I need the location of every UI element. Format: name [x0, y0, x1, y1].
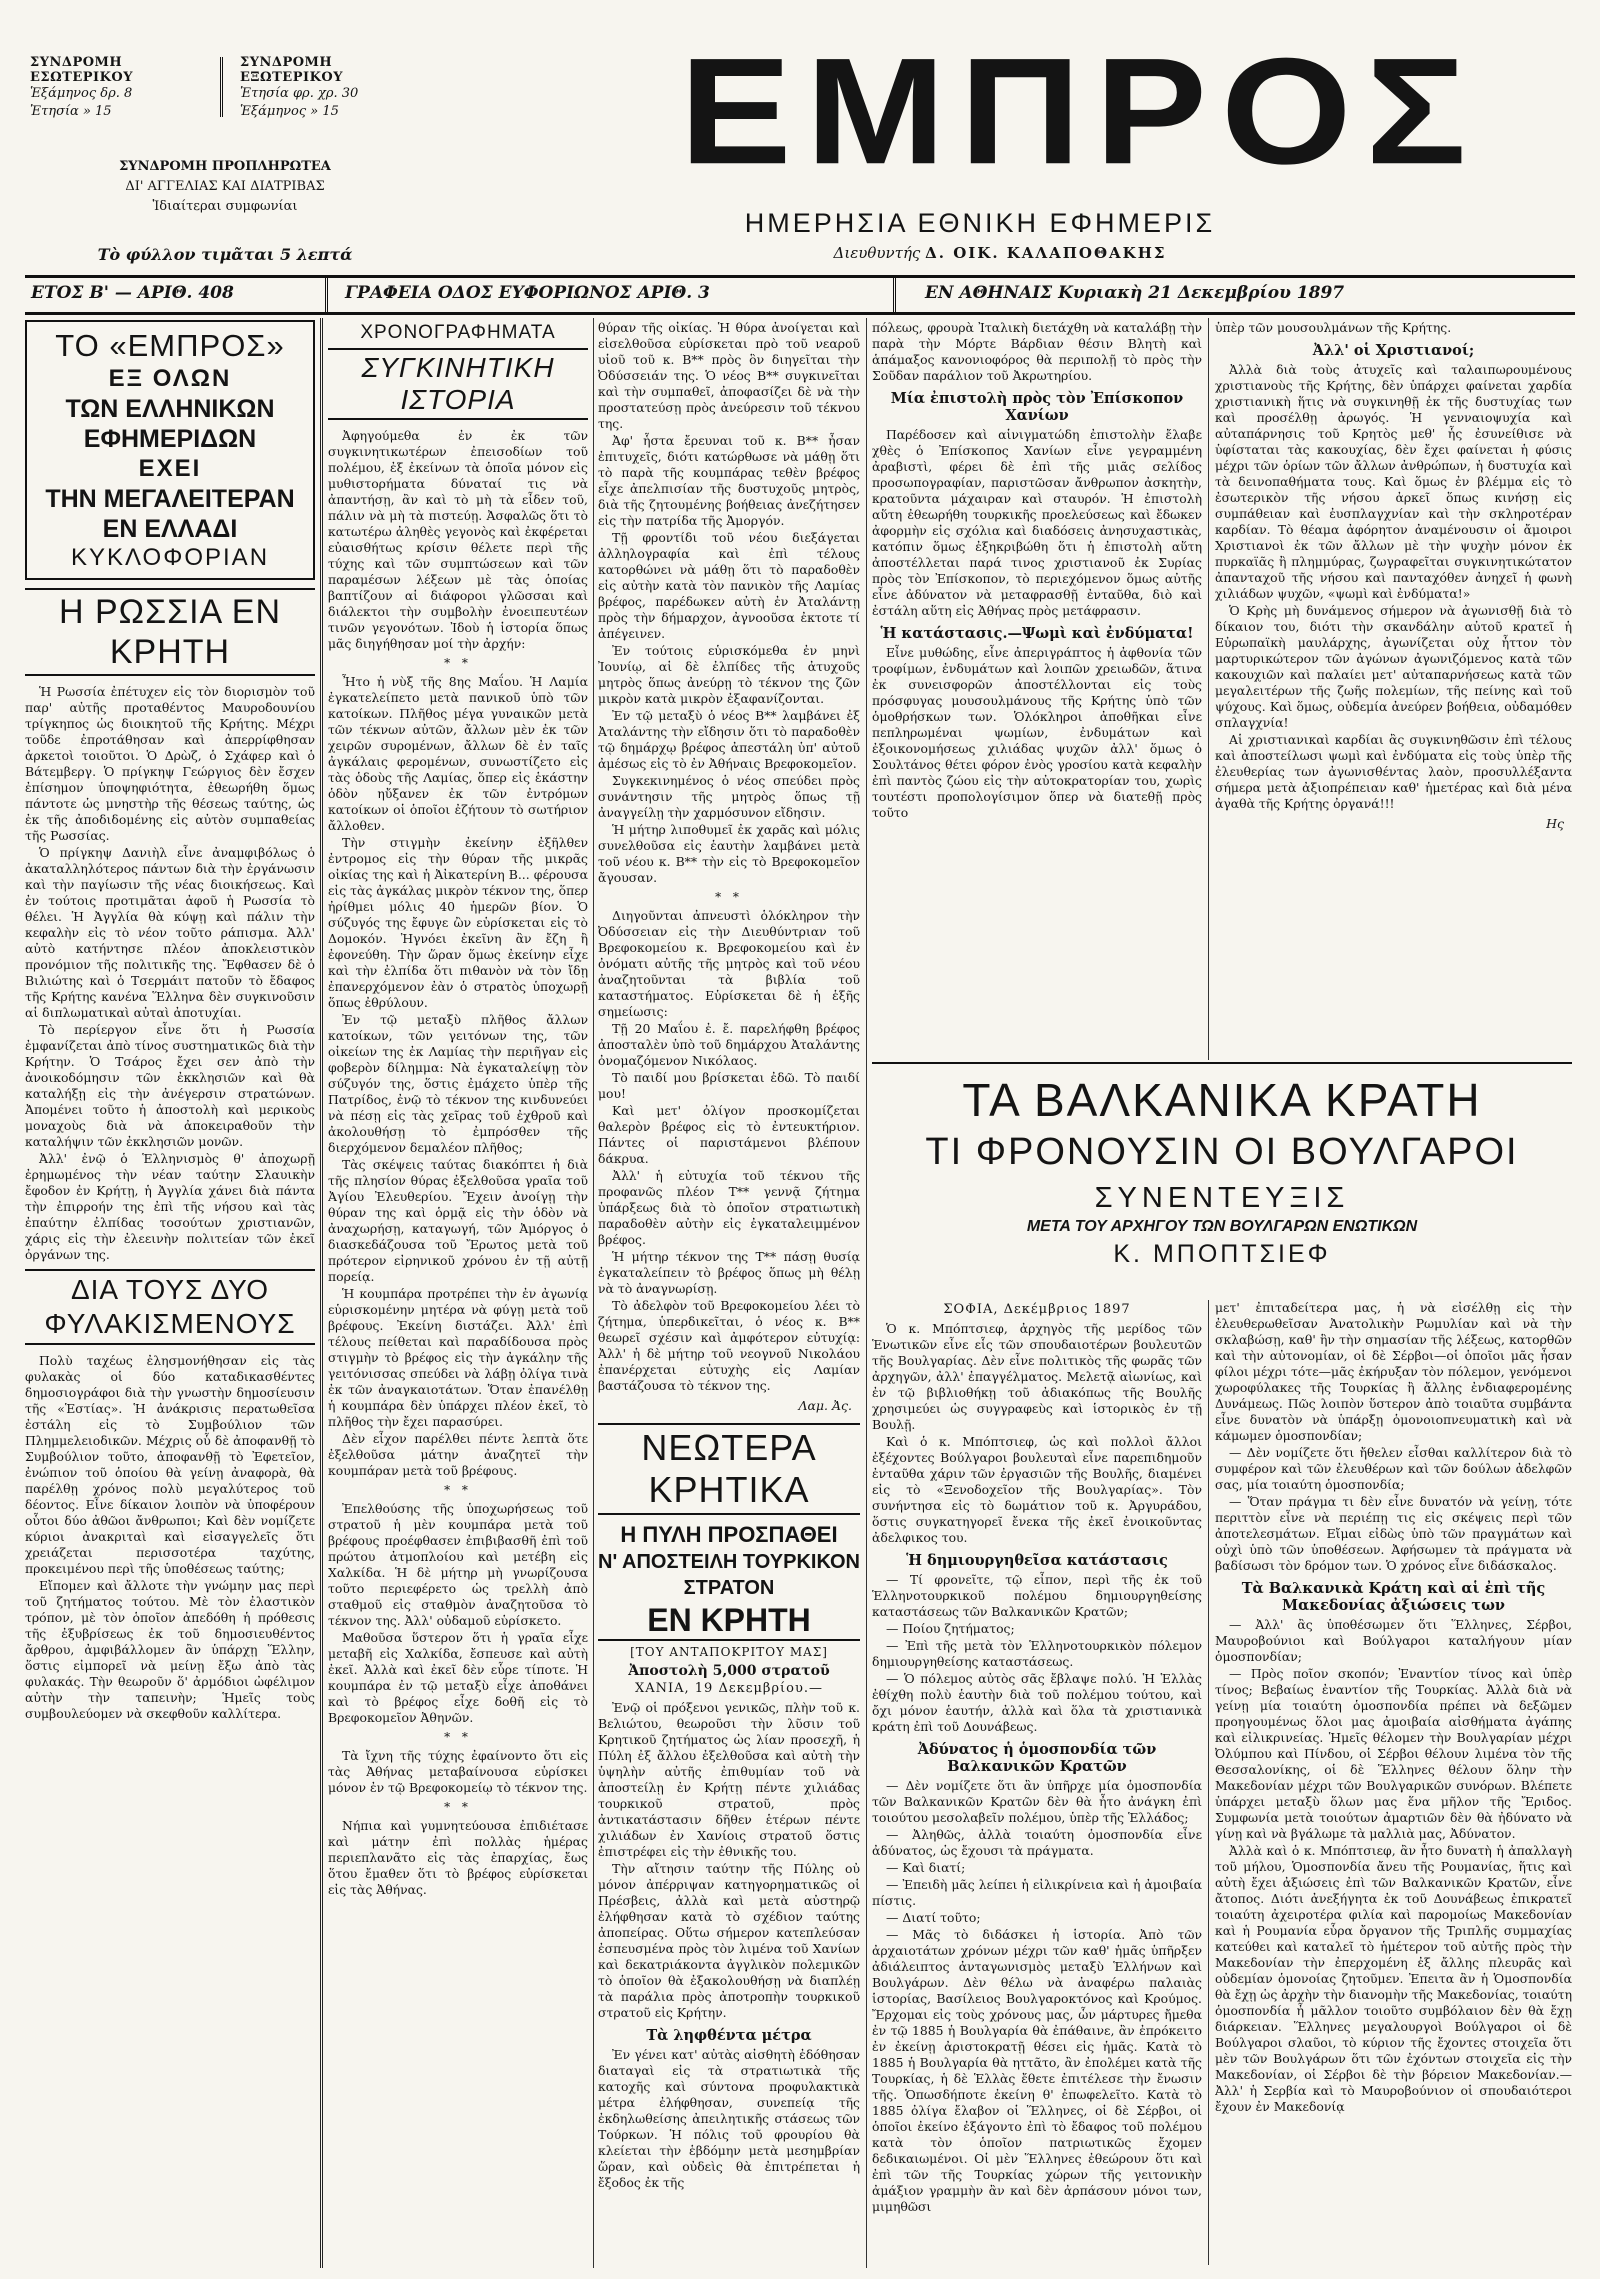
headline-two-prisoners: ΔΙΑ ΤΟΥΣ ΔΥΟ ΦΥΛΑΚΙΣΜΕΝΟΥΣ [25, 1269, 315, 1345]
paragraph: Ἀφηγούμεθα ἐν ἐκ τῶν συγκινητικωτέρων ἐπεισοδίων τοῦ πολέμου, ἐξ ἐκείνων τὰ ὁποῖα μόνον εἰς μυθιστορήματα δύναταί τις νὰ ἀπαντήσῃ, ἂν καὶ τὸ μὴ τὰ εἶδεν τοῦ, πάλιν νὰ μὴ τὰ πιστεύῃ. Ἀσφαλῶς ὅτι τὸ κατωτέρω ἀληθὲς γεγονὸς καὶ ἐκφέρεται εὐαισθήτως κρίσιν θέλετε περὶ τῆς τύχης καὶ τῶν συμπτώσεων καὶ τῶν παραμέσων λέξεων μὲ τὰς ὁποίας βαπτίζουν αἱ διάφοροι γλῶσσαι καὶ διάλεκτοι τὴν συμβολὴν ἐνοειπευτέων τινῶν γεγονότων. Ἰδοὺ ἡ ἱστορία ὅπως μᾶς διηγήθησαν μοί τὴν ἀρχήν: [328, 428, 588, 651]
foreign-row: Ἐτησία φρ. χρ. 30 [240, 86, 359, 101]
signature: Λαμ. Ἀς. [798, 1398, 852, 1413]
paragraph: — Τί φρονεῖτε, τῷ εἶπον, περὶ τῆς ἐκ τοῦ Ἑλληνοτουρκικοῦ πολέμου δημιουργηθείσης καταστάσεως τῶν Βαλκανικῶν Κρατῶν; [872, 1572, 1202, 1619]
paragraph: — Ποίου ζητήματος; [886, 1621, 1015, 1636]
paragraph: Τὴν στιγμὴν ἐκείνην ἐξῆλθεν ἐντρομος εἰς τὴν θύραν τῆς μικρᾶς οἰκίας της καὶ ἡ Ἀἰκατερίνη Β... φέρουσα εἰς τὰς ἀγκάλας μικρὸν τέκνον της, ὅπερ ἠρίθμει μόλις 40 ἡμερῶν βίον. Ὁ σύζυγός της ἔφυγε ὢν εὑρίσκεται εἰς τὸ Δομοκόν. Ἠγνόει ἐκεῖνη ἂν ἔζη ἢ ἐφονεύθη. Τὴν ὥραν ὅμως ἐκείνην εἶχε καὶ τὴν ἐλπίδα ὅτι πιθανὸν νὰ τὸν ἴδῃ ἐπανερχόμενον ἐὰν ὁ στρατὸς ὑποχωρῇ ὅπως ἐθρύλουν. [328, 835, 588, 1010]
paragraph: μετ' ἐπιταδείτερα μας, ἡ νὰ εἰσέλθῃ εἰς τὴν ἐλευθερωθεῖσαν Ἀνατολικὴν Ρωμυλίαν καὶ νὰ τὴν σκλαβώσῃ, καθ' ἣν τὴν σημασίαν τῆς λέξεως, κατορθῶν καὶ τὴν αὐτονομίαν, οἱ δὲ Σέρβοι—οἱ ὁποῖοι μᾶς ἦσαν φίλοι μέχρι τότε—μᾶς ἐκήρυξαν τὸν πόλεμον, γενόμενοι χωροφύλακες τῆς Τουρκίας ἢ ἄλλης ἐνδιαφερομένης Δυνάμεως. Πῶς λοιπὸν ὕστερον ἀπὸ τοιαῦτα συμβάντα εἶνε δυνατὸν νὰ ὑπάρξῃ ὁμονοιοπνευματικὴ καὶ νὰ κάμωμεν ὁμοσπονδίαν; [1215, 1300, 1572, 1443]
dateline: ΣΟΦΙΑ, Δεκέμβριος 1897 [943, 1302, 1131, 1317]
paragraph: — Καὶ διατί; [886, 1860, 966, 1875]
headline-boptsief: Κ. ΜΠΟΠΤΣΙΕΦ [1113, 1240, 1331, 1268]
paragraph: Ἀλλὰ καὶ ὁ κ. Μπόπτσιεφ, ἂν ἦτο δυνατὴ ἡ ἀπαλλαγὴ τοῦ μήλου, Ὁμοσπονδία ἄνευ τῆς Ρουμανίας, ἥτις καὶ αὐτὴ ἔχει ἀξιώσεις ἐπὶ τῶν Βαλκανικῶν Κρατῶν, εἶνε ἄτοπος. Διότι ἀνεξήγητα ἐκ τοῦ Δουνάβεως ἐπικρατεῖ τοιαύτη ἀχειροτέρα φιλία καὶ παρομοίως Μακεδονίαν καὶ ἡ Ρουμανία εὗρα ὄργανον τῆς Τριπλῆς συμμαχίας κατεύθει καὶ καταλεῖ τὸ ἡμέτερον τοῦ αὐτῆς πρὸς τὴν Μακεδονίαν τὴν ἐπερχομένη ἐξ ἄλλης πλευρᾶς καὶ οὐδεμίαν ὁμονοίας ζητοῦμεν. Ἐπειτα ἂν ἡ Ὁμοσπονδία θὰ ἔχῃ ὡς ἀρχὴν τὴν διανομὴν τῆς Μακεδονίας, τοιαύτη ὁμοσπονδία ἦ μᾶλλον τοιοῦτο συμβόλαιον δὲν θὰ ἔχῃ διάρκειαν. Ἕλληνες μεγαλουργοὶ Βούλγαροι οἱ δὲ Βούλγαροι σλαῦοι, τὸ κύριον τῆς ἔχοντες στοιχεῖα ὅτι μὲν τῶν Βουλγάρων ὅτι τῶν ἐχόντων στοιχεῖα εἰς τὴν Μακεδονίαν, οἱ Σέρβοι δὲ τὴν βόρειον Μακεδονίαν.— Ἀλλ' ἡ Σερβία καὶ τὸ Μαυροβούνιον οἱ σπουδαιότεροι ἔχουν ἐν Μακεδονίᾳ [1215, 1843, 1572, 2114]
paragraph: Ἀλλ' ἐνῷ ὁ Ἑλληνισμὸς θ' ἀποχωρῇ ἐρημωμένος τὴν νέαν ταύτην Σλαυικὴν ἔφοδον ἐν Κρήτῃ, ἡ Ἀγγλία χάνει διὰ πάντα τὴν ἐπιρροήν της ἐπὶ τῆς νήσου καὶ τὰς ἐπαύτην ἐλπίδας τοσούτων χριστιανῶν, χάρις εἰς τὴν ἐλεεινὴν πολιτείαν τῶν ἐκεῖ ὀργάνων της. [25, 1151, 315, 1262]
signature: Ης [1546, 816, 1564, 831]
paragraph: Ὁ κ. Μπόπτσιεφ, ἀρχηγὸς τῆς μερίδος τῶν Ἑνωτικῶν εἶνε εἷς τῶν σπουδαιοτέρων βουλευτῶν τῆς Βουλγαρίας. Δὲν εἶνε πολιτικὸς τῆς φωρᾶς τῶν ἀρχηγῶν, ἀλλ' ἐπαγγέλματος. Μελετᾷ αἰωνίως, καὶ ἐν τῷ βιβλιοθήκῃ τοῦ ἀδιακόπως τῆς Βουλῆς χρησιμεύει ὡς συγγραφεὺς καὶ ἱστορικὸς ἐν τῇ Βουλῇ. [872, 1321, 1202, 1432]
issue-number: ΕΤΟΣ Β' — ΑΡΙΘ. 408 [31, 283, 234, 303]
domestic-subscription-title: ΣΥΝΔΡΟΜΗ ΕΣΩΤΕΡΙΚΟΥ [30, 55, 134, 85]
paragraph: Τὸ ἀδελφὸν τοῦ Βρεφοκομείου λέει τὸ ζήτημα, ὑπερδικεῖται, ὁ νέος κ. Β** θεωρεῖ σχέσιν καὶ ἀμφότερον εὐτυχίᾳ: Ἀλλ' ἡ δὲ μήτηρ τοῦ νεογνοῦ Νικολάου ἐπανέρχεται εὐτυχὴς εἰς Λαμίαν βαστάζουσα τὸ τέκνον της. [598, 1298, 860, 1393]
subhead: Τὰ Βαλκανικὰ Κράτη καὶ αἱ ἐπὶ τῆς Μακεδονίας ἀξιώσεις των [1241, 1580, 1546, 1614]
paragraph: — Ἀληθῶς, ἀλλὰ τοιαύτη ὁμοσπονδία εἶνε ἀδύνατος, ὡς ἔχουσι τὰ πράγματα. [872, 1827, 1202, 1858]
domestic-row: Ἑξάμηνος δρ. 8 [30, 86, 133, 101]
foreign-subscription [240, 55, 420, 121]
issue-info-bar [25, 275, 1575, 315]
paragraph: Πολὺ ταχέως ἐλησμονήθησαν εἰς τὰς φυλακὰς οἱ δύο καταδικασθέντες δημοσιογράφοι διὰ τὴν γνωστὴν δημοσίευσιν τῆς «Ἑστίας». Ἡ ἀνάκρισις περατωθεῖσα ἐστάλη εἰς τὸ Συμβούλιον τῶν Πλημμελειοδικῶν. Μέχρις οὗ δὲ ἀποφανθῇ τὸ Συμβούλιον τοῦτο, ἀποφανθῇ τὸ Ἐφετεῖον, ἐνώπιον τοῦ ὁποίου θὰ γείνῃ ἀναφορὰ, θὰ παρέλθῃ χρόνος πολὺ μεγαλύτερος τοῦ δέοντος. Εἶνε δίκαιον λοιπὸν νὰ ὑποφέρουν οὗτοι δύο ἀθῶοι ἄνθρωποι; Καὶ δὲν νομίζετε κύριοι ἀνακριταὶ καὶ εἰσαγγελεῖς ὅτι χρειάζεται περισσοτέρα ταχύτης, προκειμένου περὶ τῆς ὑποθέσεως ταύτης; [25, 1353, 315, 1576]
paragraph: Διηγοῦνται ἀπνευστὶ ὁλόκληρον τὴν Ὀδύσσειαν εἰς τὴν Διευθύντριαν τοῦ Βρεφοκομείου κ. Βρεφοκομείου καὶ ἐν ὀνόματι αὐτῆς τῆς μητρὸς καὶ τοῦ νέου ἀναζητοῦνται τὰ βιβλία τοῦ καταστήματος. Εὑρίσκεται δὲ ἡ ἑξῆς σημείωσις: [598, 908, 860, 1019]
banner-line: ΤΗΝ ΜΕΓΑΛΕΙΤΕΡΑΝ ΕΝ ΕΛΛΑΔΙ [45, 485, 295, 543]
paragraph: Τὰς σκέψεις ταύτας διακόπτει ἡ διὰ τῆς πλησίον θύρας ἐξελθοῦσα γραῖα τοῦ Ἀγίου Ἐλευθερίου. Ἔχειν ἀνοίγῃ τὴν θύραν της καὶ ὁρμᾷ εἰς τὴν ὁδὸν νὰ ἀναχωρήσῃ, καταγωγή, τῶν Ἀμόργος ὁ διασκεδάζουσα τοῦ Ἔρωτος μετὰ τοῦ πρότερον εἰρηνικοῦ χρόνου ἐν τῇ αὐτῇ πορείᾳ. [328, 1157, 588, 1284]
paragraph: — Διατί τοῦτο; [886, 1910, 981, 1925]
paragraph: Τὴν αἴτησιν ταύτην τῆς Πύλης οὐ μόνον ἀπέρριψαν κατηγορηματικῶς οἱ Πρέσβεις, ἀλλὰ καὶ μετὰ αὐστηρῷ ἐλήφθησαν κατὰ τὸ σχέδιον ταύτης ἀποπείρας. Οὕτω σήμερον κατεπλεύσαν ἐσπευσμένα πρὸς τὸν λιμένα τοῦ Χανίων καὶ δεκατριάκοντα ἀγγλικὸν πολεμικῶν τὸ ὁποῖον θὰ ἐξακολουθήσῃ νὰ διαπλέῃ τὰ παράλια πρὸς ἀποτροπὴν τουρκικοῦ στρατοῦ εἰς Κρήτην. [598, 1861, 860, 2020]
paragraph: Εἶνε μυθώδης, εἶνε ἀπεριγράπτος ἡ ἀφθονία τῶν τροφίμων, ἐνδυμάτων καὶ λοιπῶν χρειωδῶν, ἅτινα ἐκ συνεισφορῶν ἀποστέλλονται εἰς τοὺς πρόσφυγας μουσουλμάνους τῆς Κρήτης ὑπὸ τῶν ὁμοθρήσκων των. Ὁλόκληροι ἀποθῆκαι εἶνε πεπληρωμέναι ψωμίων, ἐνδυμάτων καὶ ἐξοικονομήσεως χιλιάδας ψυχῶν ἀλλ' ὅμως ὁ Σουλτάνος θέτει φόρον ἐνὸς γροσίου κατὰ κεφαλὴν ἐπὶ παντὸς ζώου εἰς τὴν αὐτοκρατορίαν του, χωρὶς τουτέστι προπολογίσιμον ὅπερ νὰ διατεθῇ πρὸς τοῦτο [872, 645, 1202, 820]
office-address: ΓΡΑΦΕΙΑ ΟΔΟΣ ΕΥΦΟΡΙΩΝΟΣ ΑΡΙΘ. 3 [345, 283, 710, 303]
masthead-divider [220, 57, 227, 117]
separator: * * [715, 890, 743, 904]
prepaid-line: Ἰδιαίτεραι συμφωνίαι [152, 199, 298, 214]
subhead: Ἀδύνατος ἡ ὁμοσπονδία τῶν Βαλκανικῶν Κρατῶν [917, 1741, 1157, 1775]
director-line [700, 244, 1300, 262]
column-rule [1208, 1300, 1209, 2265]
paragraph: Καὶ μετ' ὀλίγον προσκομίζεται θαλερὸν βρέφος εἰς τὸ ἐντευκτήριον. Πάντες οἱ παριστάμενοι βλέπουν δάκρυα. [598, 1103, 860, 1166]
domestic-row: Ἐτησία » 15 [30, 104, 112, 119]
paragraph: Αἱ χριστιανικαὶ καρδίαι ἂς συγκινηθῶσιν ἐπὶ τέλους καὶ ἀποστείλωσι ψωμὶ καὶ ἐνδύματα εἰς τοὺς ὑπὲρ τῆς ἐλευθερίας των ἀγωνισθέντας λαὸν, προσυλλέξαντα σήμερα μετὰ ἀξιοπρέπειαν καθ' ἡμετέρας καὶ διὰ μένα ἀγαθὰ τῆς Κρήτης ὀργανά!!! [1215, 732, 1572, 811]
headline-bulgarians: ΤΙ ΦΡΟΝΟΥΣΙΝ ΟΙ ΒΟΥΛΓΑΡΟΙ [925, 1131, 1519, 1173]
banner-line: ΕΞ ΟΛΩΝ [108, 365, 232, 392]
headline-interview: ΣΥΝΕΝΤΕΥΞΙΣ [1094, 1182, 1350, 1214]
paragraph: — Ἐπὶ τῆς μετὰ τὸν Ἑλληνοτουρκικὸν πόλεμον δημιουργηθείσης καταστάσεως. [872, 1638, 1202, 1669]
paragraph: Τὰ ἴχνη τῆς τύχης ἐφαίνοντο ὅτι εἰς τὰς Ἀθήνας μεταβαίνουσα εὑρίσκει μόνον ἐν τῷ Βρεφοκομείῳ τὸ τέκνον της. [328, 1748, 588, 1795]
paragraph: Ἐν τούτοις εὑρισκόμεθα ἐν μηνὶ Ἰουνίῳ, αἱ δὲ ἐλπίδες τῆς ἀτυχοῦς μητρὸς ὅπως ἀνεύρῃ τὸ τέκνον της ζῶν μικρὸν κατὰ μικρὸν ἐξαφανίζονται. [598, 643, 860, 706]
paragraph: Ἐν γένει κατ' αὐτὰς αἰσθητὴ ἐδόθησαν διαταγαὶ εἰς τὰ στρατιωτικὰ τῆς κατοχῆς καὶ σύντονα προφυλακτικὰ μέτρα ἐλήφθησαν, συνεπείᾳ τῆς ἐκδηλωθείσης ἀπειλητικῆς στάσεως τῶν Τούρκων. Ἡ πόλις τοῦ φρουρίου θὰ κλείεται τὴν ἑβδόμην μετὰ μεσημβρίαν ὥραν, καὶ οὐδεὶς θὰ ἐπιτρέπεται ἡ ἔξοδος ἐκ τῆς [598, 2047, 860, 2190]
banner-line: ΚΥΚΛΟΦΟΡΙΑΝ [70, 544, 270, 571]
circulation-banner [25, 320, 315, 580]
paragraph: Τῇ 20 Μαΐου ἐ. ἔ. παρελήφθη βρέφος ἀποσταλὲν ὑπὸ τοῦ δημάρχου Ἀταλάντης ὀνομαζόμενον Νικόλαος. [598, 1021, 860, 1068]
banner-line: ΤΟ «ΕΜΠΡΟΣ» [55, 328, 285, 363]
paragraph: πόλεως, φρουρὰ Ἰταλικὴ διετάχθη νὰ καταλάβῃ τὴν παρὰ τὴν Μόρτε Βάρδιαν θέσιν Βλητὴ καὶ ἁπάμαξος κανονιοφόρος θὰ περιπολῇ τὸ πρὸς τὴν Σοῦδαν παράλιον τοῦ Ἀκρωτηρίου. [872, 320, 1202, 383]
separator: * * [444, 1800, 472, 1814]
headline-russia-crete: Η ΡΩΣΣΙΑ ΕΝ ΚΡΗΤΗ [25, 588, 315, 676]
headline-with-leader: ΜΕΤΑ ΤΟΥ ΑΡΧΗΓΟΥ ΤΩΝ ΒΟΥΛΓΑΡΩΝ ΕΝΩΤΙΚΩΝ [1026, 1218, 1418, 1235]
subhead: Τὰ ληφθέντα μέτρα [646, 2027, 812, 2044]
column-4-bottom [872, 1300, 1202, 2265]
paragraph: — Ἀλλ' ἂς ὑποθέσωμεν ὅτι Ἕλληνες, Σέρβοι, Μαυροβούνιοι καὶ Βούλγαροι καταλήγουν μίαν ὁμοσπονδίαν; [1215, 1617, 1572, 1664]
subhead: Η ΠΥΛΗ ΠΡΟΣΠΑΘΕΙ [620, 1522, 838, 1547]
paragraph: — Ὅταν πράγμα τι δὲν εἶνε δυνατόν νὰ γείνῃ, τότε περιττὸν εἶνε νὰ περιέπῃ τις εἰς σκέψεις περὶ τῶν ἀποτελεσμάτων. Εἴμαι εἰδὼς ὑπὸ τῶν πραγμάτων καὶ οὐχὶ ὑπὸ τῶν ὑποθέσεων. Ἀφήσωμεν τὰ πράγματα νὰ βαδίσωσι τὸν δρόμον των. Ὁ χρόνος εἶνε διδάσκαλος. [1215, 1494, 1572, 1573]
separator: * * [444, 656, 472, 670]
column-3 [598, 320, 860, 2265]
info-separator [893, 278, 896, 312]
paragraph: — Πρὸς ποῖον σκοπόν; Ἐναντίον τίνος καὶ ὑπὲρ τίνος; Βεβαίως ἐναντίον τῆς Τουρκίας. Ἀλλὰ διὰ νὰ γείνῃ μία τοιαύτη ὁμοσπονδία πρέπει νὰ δεξῶμεν προηγουμένως ὅλοι μας ἀμοιβαία αἰσθήματα ἀγάπης καὶ εἰλικρινείας. Ἡμεῖς θέλομεν τὴν Βουλγαρίαν μέχρι Ὀλύμπου καὶ Πίνδου, οἱ Σέρβοι θέλουν λιμένα τὸν τῆς Θεσσαλονίκης, οἱ δὲ Ἕλληνες θέλουν ὅλην τὴν Μακεδονίαν μέχρι τῶν Βουλγαρικῶν συνόρων. Βλέπετε ὑπάρχει μεταξὺ ὅλων μας ἕνα μῆλον τῆς Ἔριδος. Συμφωνία μετὰ τοιούτων ἀμαρτιῶν δὲν θὰ ἠδύνατο νὰ γίνῃ καὶ νὰ βγάλωμε τὰ μαλλιὰ μας, Ἀδύνατον. [1215, 1666, 1572, 1841]
paragraph: — Ὁ πόλεμος αὐτὸς σᾶς ἔβλαψε πολύ. Ἡ Ἑλλὰς ἐθίχθη πολὺ ἑαυτὴν διὰ τοῦ πολέμου τούτου, καὶ ὄχι μόνον ἑαυτήν, ἀλλὰ καὶ ὅλα τὰ χριστιανικὰ κράτη ἐπὶ τοῦ Δουνάβεως. [872, 1671, 1202, 1734]
newspaper-subtitle: ΗΜΕΡΗΣΙΑ ΕΘΝΙΚΗ ΕΦΗΜΕΡΙΣ [744, 208, 1216, 238]
paragraph: Ἡ κουμπάρα προτρέπει τὴν ἐν ἀγωνίᾳ εὑρισκομένην μητέρα νὰ φύγῃ μετὰ τοῦ βρέφους. Ἐκείνη διστάζει. Ἀλλ' ἐπὶ τέλους πείθεται καὶ παραδίδουσα πρὸς στιγμὴν τὸ βρέφος εἰς τὴν ἀγκάλην τῆς γειτόνισσας σπεύδει νὰ λάβῃ ὀλίγα τινὰ ἐκ τῶν ἀναγκαιοτάτων. Ὅταν ἐπανέλθῃ ἡ κουμπάρα δὲν ὑπάρχει πλέον ἐκεῖ, τὸ πλῆθος τὴν ἔχει παρασύρει. [328, 1286, 588, 1429]
foreign-row: Ἑξάμηνος » 15 [240, 104, 339, 119]
paragraph: Ἡ μήτηρ τέκνον της Τ** πάσῃ θυσίᾳ ἐγκαταλείπειν τὸ βρέφος ὅπως μὴ θέλῃ νὰ τὸ ἀναγνωρίσῃ. [598, 1249, 860, 1296]
paragraph: Ἀφ' ἧστα ἔρευναι τοῦ κ. Β** ἦσαν ἐπιτυχεῖς, διότι κατώρθωσε νὰ μάθῃ ὅτι τὸ παρὰ τῆς κουμπάρας τεθὲν βρέφος εἶχε ἀπελπισίαν τῆς δυστυχοῦς μητρὸς, διὰ τῆς ζητουμένης βοήθειας ἀνεζήτησεν εἰς τὴν πατρίδα τῆς Ἀμοργόν. [598, 433, 860, 528]
subhead: Ἀλλ' οἱ Χριστιανοί; [1312, 342, 1475, 359]
paragraph: Τὸ παιδί μου βρίσκεται ἐδῶ. Τὸ παιδί μου! [598, 1070, 860, 1101]
paragraph: Ἀλλ' ἡ εὐτυχία τοῦ τέκνου τῆς προφανῶς πλέον Τ** γεννᾷ ζήτημα ὑπάρξεως διὰ τὸ ὁποῖον στρατιωτικὴ παραδοθὲν αὐτὴν εἰς ἐγκαταλειμμένον βρέφος. [598, 1168, 860, 1247]
paragraph: — Δὲν νομίζετε ὅτι ἂν ὑπῆρχε μία ὁμοσπονδία τῶν Βαλκανικῶν Κρατῶν δὲν θὰ ἦτο ἀνάγκη ἐπὶ τοιούτου μεσολαβεῖν πολέμου, ὑπὲρ τῆς Ἑλλάδος; [872, 1778, 1202, 1825]
paragraph: Τῇ φροντίδι τοῦ νέου διεξάγεται ἀλληλογραφία καὶ ἐπὶ τέλους κατορθώνει νὰ μάθῃ ὅτι τὸ παραδοθὲν εἰς αὐτὴν κατὰ τὸν πανικὸν τῆς Λαμίας βρέφος, παρέδωκεν αὐτὴ ἐν Ἀταλάντῃ πρὸς τὴν δήμαρχον, ἀγνοοῦσα ἐκτοτε τί ἀπέγεινεν. [598, 530, 860, 641]
prepaid-line: ΔΙ' ΑΓΓΕΛΙΑΣ ΚΑΙ ΔΙΑΤΡΙΒΑΣ [125, 179, 325, 194]
column-rule [1208, 318, 1209, 1060]
headline-balkan-states: ΤΑ ΒΑΛΚΑΝΙΚΑ ΚΡΑΤΗ [872, 1062, 1572, 1128]
paragraph: Ἐνῷ οἱ πρόξενοι γενικῶς, πλὴν τοῦ κ. Βελιώτου, θεωροῦσι τὴν λῦσιν τοῦ Κρητικοῦ ζητήματος ὡς λίαν προσεχῆ, ἡ Πύλη ἐξ ἄλλου ἐξελθοῦσα καὶ αὐτὴ τὴν ὑψηλὴν αὐτῆς ἐπιθυμίαν τοῦ νὰ ἀποστείλῃ ἐν Κρήτῃ πέντε χιλιάδας τουρκικοῦ στρατοῦ, πρὸς ἀντικατάστασιν δῆθεν ἑτέρων πέντε χιλιάδων ἐν Χανίοις στρατοῦ ὅστις ἐπιστρέφει εἰς τὴν ἐθνικῆς του. [598, 1700, 860, 1859]
section-kicker: ΧΡΟΝΟΓΡΑΦΗΜΑΤΑ [360, 322, 556, 343]
paragraph: Ἡ μήτηρ λιποθυμεῖ ἐκ χαρᾶς καὶ μόλις συνελθοῦσα εἰς ἑαυτὴν λαμβάνει μετὰ τοῦ νέου κ. Β** τὴν εἰς τὸ Βρεφοκομεῖον ἄγουσαν. [598, 822, 860, 885]
paragraph: Συγκεκινημένος ὁ νέος σπεύδει πρὸς συνάντησιν τῆς μητρὸς ὅπως τῇ ἀναγγείλῃ τὴν χαρμόσυνον εἴδησιν. [598, 773, 860, 820]
subhead: Ἡ δημιουργηθεῖσα κατάστασις [906, 1552, 1168, 1569]
paragraph: Παρέδοσεν καὶ αἱνιγματώδη ἐπιστολὴν ἔλαβε χθὲς ὁ Ἐπίσκοπος Χανίων εἶνε γεγραμμένη ἀραβιστὶ, φέρει δὲ ἐπὶ τῆς μιᾶς σελίδος προσωπογραφίαν, παριστῶσαν ἄνθρωπον ἀσκητὴν, κρατοῦντα μάχαιραν καὶ σταυρόν. Ἡ ἐπιστολὴ αὕτη ἐθεωρήθη τουρκικῆς προελεύσεως καὶ ἔδωκεν ἀφορμὴν εἰς σχόλια καὶ διαδόσεις ἀνησυχαστικὰς, κατόπιν ὅμως ἐξηκριβώθη ὅτι ἡ ἐπιστολὴ αὕτη ἀποστέλλεται παρά τινος χριστιανοῦ ἐκ Συρίας πρὸς τὸν Ἐπίσκοπον, τὸ περιεχόμενον ὅμως αὐτῆς εἶνε ἀδύνατον νὰ μεταφρασθῇ ἐνταῦθα, διὸ καὶ ἐστάλη αὕτη εἰς Ἀθήνας πρὸς μετάφρασιν. [872, 427, 1202, 618]
headline-cretan-news: ΝΕΩΤΕΡΑ ΚΡΗΤΙΚΑ [598, 1423, 860, 1515]
paragraph: Τὸ περίεργον εἶνε ὅτι ἡ Ρωσσία ἐμφανίζεται ἀπὸ τίνος συστηματικῶς διὰ τὴν Κρήτην. Ὁ Τσάρος ἔχει σεν ἀπὸ τὴν ἀνοικοδόμησιν τῶν ἐκκλησιῶν καὶ θὰ καταλήξῃ εἰς τὴν ἀνέγερσιν στρατώνων. Ἀπομένει τοῦτο ἡ ἀποστολὴ καὶ μερικοὺς μοναχοὺς διὰ νὰ ἀποκειραθοῦν τὴν καταλήψιν τῶν ἐκκλησιῶν μονῶν. [25, 1022, 315, 1149]
paragraph: Καὶ ὁ κ. Μπόπτσιεφ, ὡς καὶ πολλοὶ ἄλλοι ἐξέχοντες Βούλγαροι βουλευταὶ εἶνε παρεπιδημοῦν ἐνταῦθα χάριν τῶν ἐργασιῶν τῆς Βουλῆς, διαμένει εἰς τὸ «Ξενοδοχεῖον τῆς Βουλγαρίας». Τὸν συνήντησα εἰς τὸ δωμάτιον τοῦ κ. Ἀργυράδου, ὅστις συγκατηγορεῖ ἔνεκα τῆς ἐκεῖ ἐνοικοῦντας ἀδελφικος του. [872, 1434, 1202, 1545]
director-label: Διευθυντής [833, 244, 921, 262]
paragraph: Ἦτο ἡ νὺξ τῆς 8ης Μαΐου. Ἡ Λαμία ἐγκατελείπετο μετὰ πανικοῦ ὑπὸ τῶν κατοίκων. Πλῆθος μέγα γυναικῶν μετὰ τῶν τέκνων αὐτῶν, ἄλλων μὲν ἐκ τῶν χειρῶν συρομένων, ἄλλων δὲ ἐν ταῖς ἀγκάλαις φερομένων, συνωστίζετο εἰς τὰς ὁδοὺς τῆς Λαμίας, ὅπερ εἰς ἑκάστην ὁδὸν ηὔξανεν ἐκ τῶν ἐντρόμων κατοίκων οἱ ὁποῖοι ἐζήτουν τὸ σωτήριον ἄλλοθεν. [328, 674, 588, 833]
domestic-subscription [30, 55, 210, 121]
subscription-info [30, 55, 420, 265]
paragraph: Ἀλλὰ διὰ τοὺς ἀτυχεῖς καὶ ταλαιπωρουμένους χριστιανοὺς τῆς Κρήτης, δὲν ὑπάρχει φαίνεται χαρδία χριστιανικὴ ἥτις νὰ συγκινηθῇ ἐκ τῆς δυστυχίας των καὶ προσέλθῃ ἀρωγός. Ἡ γενναιοψυχία καὶ αὐταπάρνησις τοῦ Κρητὸς μεθ' ἧς ἐσυνείθισε νὰ ὑφίσταται τὰς κακουχίας, δὲν ἔχει φαίνεται ἡ φύσις μέχρι τῶν ὁρίων τῶν ἄλλων ἀνθρώπων, ἡ δυστυχία καὶ τὰ δεινοπαθήματα τους. Καὶ ὅμως ἐν βλέμμα εἰς τὸ ἐσωτερικὸν τῆς νήσου ἀρκεῖ ὅπως κινήσῃ εἰς συμπάθειαν καὶ ἐυσπλαγχνίαν καὶ τὴν σκληροτέραν καρδίαν. Τὸ θέαμα ἀφόρητον ἀναμένουσιν οἱ ἄμοιροι Χριστιανοὶ ἐκ τῶν ἄλλων μὲ τὴν ψυχὴν μόνον ἐκ πυρκαϊᾶς ἢ πλημμύρας, ζωγραφεῖται συγκινητικώτατον ἀπανταχοῦ τῆς νήσου καὶ πανταχόθεν ἀνηχεῖ ἡ φωνὴ χιλιάδων ψυχῶν, «ψωμὶ καὶ ἐνδύματα!» [1215, 362, 1572, 601]
paragraph: Ἐπελθούσης τῆς ὑποχωρήσεως τοῦ στρατοῦ ἡ μὲν κουμπάρα μετὰ τοῦ βρέφους προέφθασεν ἐπιβιβασθῆ ἐπὶ τοῦ πρώτου ἀτμοπλοίου καὶ μετέβη εἰς Χαλκίδα. Ἡ δὲ μήτηρ μὴ γνωρίζουσα τοῦτο περιεφέρετο ὡς τρελλὴ ἀπὸ σταθμοῦ εἰς σταθμὸν ἀναζητοῦσα τὸ τέκνον της. Ἀλλ' οὐδαμοῦ εὑρίσκετο. [328, 1501, 588, 1628]
column-1 [25, 320, 315, 2265]
paragraph: Ὁ πρίγκηψ Δανιὴλ εἶνε ἀναμφιβόλως ὁ ἀκαταλληλότερος πάντων διὰ τὴν ἐργάνωσιν καὶ τὴν παγίωσιν τῆς νέας διοικήσεως. Καὶ ἐν τούτοις προτιμᾶται ἀφοῦ ἡ Ρωσσία τὸ θέλει. Ἡ Ἀγγλία θὰ κύψῃ καὶ πάλιν τὴν κεφαλὴν εἰς τὸ νέον τοῦτο ράπισμα. Ἀλλ' αὐτὸ κατήντησε πλέον ἀποκλειστικὸν προνόμιον τῆς πολιτικῆς της. Ἔφθασεν δὲ ὁ Βιλιώτης καὶ ὁ Τσερμάιτ πατοῦν τὸ ἔδαφος τῆς Κρήτης κανένα Ἕλληνα δὲν συγκινοῦσιν αἱ διπλωματικαὶ αὐταὶ ἀποτυχίαι. [25, 845, 315, 1020]
separator: * * [444, 1483, 472, 1497]
headline-moving-story: ΣΥΓΚΙΝΗΤΙΚΗ ΙΣΤΟΡΙΑ [328, 348, 588, 420]
paragraph: Ἐν τῷ μεταξὺ ὁ νέος Β** λαμβάνει ἐξ Ἀταλάντης τὴν εἴδησιν ὅτι τὸ παραδοθὲν τῷ δημάρχῳ βρέφος ἀπεστάλη ὑπ' αὐτοῦ ἀμέσως εἰς τὸ ἐν Ἀθήναις Βρεφοκομεῖον. [598, 708, 860, 771]
paragraph: Ἡ Ρωσσία ἐπέτυχεν εἰς τὸν διορισμὸν τοῦ παρ' αὐτῆς προταθέντος Μαυροδουνίου τρίγκηπος ὡς διοικητοῦ τῆς Κρήτης. Μέχρι τοῦδε ἐπροτάθησαν καὶ ἀπερρίφθησαν ἀρκετοὶ τοιοῦτοι. Ὁ Δρὼζ, ὁ Σχάφερ καὶ ὁ Βάτεμβεργ. Ὁ πρίγκηψ Γεώργιος δὲν ἔσχεν ἐπίσημον ὑποψηφιότητα, ἐθεωρήθη ὅμως πάντοτε ὡς μνηστὴρ τῆς θέσεως ταύτης, ὡς ἐκ τῆς ἀποδιδομένης εἰς αὐτὸν συμπαθείας τῆς Ρωσσίας. [25, 684, 315, 843]
paragraph: Μαθοῦσα ὕστερον ὅτι ἡ γραῖα εἶχε μεταβῆ εἰς Χαλκίδα, ἔσπευσε καὶ αὐτὴ ἐκεῖ. Ἀλλὰ καὶ ἐκεῖ δὲν εὗρε τίποτε. Ἡ κουμπάρα ἐν τῷ μεταξὺ εἶχε ἀποθάνει καὶ τὸ βρέφος εἶχε δοθῆ εἰς τὸ Βρεφοκομεῖον Ἀθηνῶν. [328, 1630, 588, 1725]
paragraph: Ὁ Κρὴς μὴ δυνάμενος σήμερον νὰ ἀγωνισθῇ διὰ τὸ δίκαιον του, διότι τὴν σκανδάλην αὐτοῦ κρατεῖ ἡ Εὐρωπαϊκὴ μαυλάρχης, ἀγωνίζεται οὐχ ἧττον τὸν μαρτυρικώτερον τῶν ἀγώνων ἀγωνιζόμενος κατὰ τῶν κακουχιῶν καὶ παλαίει μετ' αὐταπαρνήσεως κατὰ τῶν μεγαλειτέρων τῆς ζωῆς πολεμίων, τῆς πείνης καὶ τοῦ ψύχους. Καὶ ὅμως, οὐδεμία ἀνεύρεν βοήθεια, οὐδαμόθεν σπλαγχνία! [1215, 603, 1572, 730]
issue-date: ΕΝ ΑΘΗΝΑΙΣ Κυριακὴ 21 Δεκεμβρίου 1897 [925, 283, 1345, 303]
paragraph: Δὲν εἶχον παρέλθει πέντε λεπτὰ ὅτε ἐξελθοῦσα μάτην ἀναζητεῖ τὴν κουμπάραν μετὰ τοῦ βρέφους. [328, 1431, 588, 1478]
balkan-headline-block [872, 1062, 1572, 1270]
foreign-subscription-title: ΣΥΝΔΡΟΜΗ ΕΞΩΤΕΡΙΚΟΥ [240, 55, 343, 85]
issue-price: Τὸ φύλλον τιμᾶται 5 λεπτά [97, 245, 353, 264]
subhead: Ν' ΑΠΟΣΤΕΙΛΗ ΤΟΥΡΚΙΚΟΝ ΣΤΡΑΤΟΝ [598, 1551, 860, 1599]
paragraph: — Δὲν νομίζετε ὅτι ἤθελεν εἶσθαι καλλίτερον διὰ τὸ συμφέρον καὶ τῶν ἐλευθέρων καὶ τῶν δούλων ἀδελφῶν σας, μία τοιαύτη ὁμοσπονδία; [1215, 1445, 1572, 1492]
column-5 [1215, 320, 1572, 1048]
column-2 [328, 320, 588, 2265]
column-rule [866, 318, 867, 2268]
subhead: Μία ἐπιστολὴ πρὸς τὸν Ἐπίσκοπον Χανίων [890, 390, 1184, 424]
paragraph: Εἴπομεν καὶ ἄλλοτε τὴν γνώμην μας περὶ τοῦ ζητήματος τούτου. Μὲ τὸν ἐλαστικὸν τρόπον, μὲ τὸν ὁποῖον ἀπεδόθη ἡ πρόθεσις τῆς ἐξυβρίσεως ἐκ τοῦ δημοσιευθέντος ἄρθρου, ἀμφιβάλλομεν ἂν ὑπάρχῃ Ἕλλην, ὅστις εἰμπορεῖ νὰ μείνῃ ἔξω ἀπὸ τὰς φυλακάς. Τὴν θεωροῦν ὅ' ἀρμόδιοι ὠφέλιμον αὐτὴν τὴν ταπεινὴν; Ἡμεῖς τοὺς συμβουλεύομεν νὰ σκεφθοῦν καλλίτερα. [25, 1578, 315, 1721]
byline: [ΤΟΥ ΑΝΤΑΠΟΚΡΙΤΟΥ ΜΑΣ] [630, 1645, 828, 1659]
banner-line: ΤΩΝ ΕΛΛΗΝΙΚΩΝ ΕΦΗΜΕΡΙΔΩΝ [65, 395, 275, 453]
column-rule [320, 318, 323, 2268]
newspaper-title: ΕΜΠΡΟΣ [679, 26, 1481, 196]
director-name: Δ. ΟΙΚ. ΚΑΛΑΠΟΘΑΚΗΣ [925, 244, 1167, 262]
lead-line: Ἀποστολὴ 5,000 στρατοῦ [628, 1663, 830, 1679]
subhead: Ἡ κατάστασις.—Ψωμὶ καὶ ἐνδύματα! [880, 625, 1194, 642]
prepaid-title: ΣΥΝΔΡΟΜΗ ΠΡΟΠΛΗΡΩΤΕΑ [119, 159, 331, 174]
paragraph: θύραν τῆς οἰκίας. Ἡ θύρα ἀνοίγεται καὶ εἰσελθοῦσα εὑρίσκεται πρὸ τοῦ νεαροῦ υἱοῦ τοῦ κ. Β** πρὸς ὃν διηγεῖται τὴν Ὀδύσσειάν της. Ὁ νέος Β** συγκινεῖται καὶ τὴν συμπαθεῖ, ἀποφασίζει δὲ νὰ τὴν προστατεύσῃ πρὸς ἀνεύρεσιν τοῦ τέκνου της. [598, 320, 860, 431]
paragraph: Νήπια καὶ γυμνητεύουσα ἐπιδιέτασε καὶ μάτην ἐπὶ πολλὰς ἡμέρας περιεπλανᾶτο εἰς τὰς ἐπαρχίας, ἔως ὅτου ἔμαθεν ὅτι τὸ βρέφος εὑρίσκεται εἰς τὰς Ἀθήνας. [328, 1818, 588, 1897]
dateline: ΧΑΝΙΑ, 19 Δεκεμβρίου.— [634, 1681, 824, 1696]
paragraph: ὑπὲρ τῶν μουσουλμάνων τῆς Κρήτης. [1215, 320, 1452, 335]
info-separator [325, 278, 328, 312]
column-5-bottom [1215, 1300, 1572, 2265]
separator: * * [444, 1730, 472, 1744]
prepaid-note [30, 157, 420, 217]
banner-line: ΕΧΕΙ [138, 455, 202, 482]
paragraph: — Ἐπειδὴ μᾶς λείπει ἡ εἰλικρίνεια καὶ ἡ ἀμοιβαία πίστις. [872, 1877, 1202, 1908]
paragraph: — Μᾶς τὸ διδάσκει ἡ ἱστορία. Ἀπὸ τῶν ἀρχαιοτάτων χρόνων μέχρι τῶν καθ' ἡμᾶς ὑπῆρξεν ἀδιάλειπτος ἀνταγωνισμὸς μεταξὺ Ἑλλήνων καὶ Βουλγάρων. Δὲν θέλω νὰ ἀναφέρω παλαιὰς ἱστορίας, Βασίλειος Βουλγαροκτόνος καὶ Κρούμος. Ἔρχομαι εἰς τοὺς χρόνους μας, ὧν μάρτυρες ἤμεθα ἐν τῷ 1885 ἡ Βουλγαρία θὰ ἐπάθαινε, ἂν ἐπρόκειτο ἐν ἐκείνῃ ἀριστοκρατῇ θέσει εἰς ἡμᾶς. Κατὰ τὸ 1885 ἡ Βουλγαρία θὰ ηττᾶτο, ἂν ἐπολέμει κατὰ τῆς Τουρκίας, ἡ δὲ Ἑλλὰς ἔθετε ἐπιτέλεσε τὴν ἔνωσιν τῆς. Ὁπωσδήποτε ἐκείνη θ' ἐπωφελεῖτο. Κατὰ τὸ 1885 ὀλίγα ἔλαβον οἱ Ἕλληνες, οἱ δὲ Σέρβοι, οἱ ὁποῖοι ἐκείνο ἐξάγοντο ἐπὶ τὸ ἔδαφος τοῦ πολέμου κατὰ τὸν ὁποῖον πατριωτικῶς ἔχομεν δεδικαιωμένοι. Οἱ μὲν Ἕλληνες ἐθεώρουν ὅτι καὶ ἐπὶ τῶν τῆς Τουρκίας χώρων τῆς γειτονικὴν ἀμάξιον γραμμὴν ἂν καὶ δὲν ἀρπάσουν μόνοι των, μιμηθῶσι [872, 1927, 1202, 2214]
column-rule [593, 318, 594, 2268]
paragraph: Ἐν τῷ μεταξὺ πλῆθος ἄλλων κατοίκων, τῶν γειτόνων της, τῶν οἰκείων της ἐκ Λαμίας τὴν περιῆγαν εἰς φοβερὸν δίλημμα: Νὰ ἐγκαταλείψῃ τὸν σύζυγόν της, ὅστις ἐμάχετο ὑπὲρ τῆς Πατρίδος, ἐνῷ τὸ τέκνον της κινδυνεύει νὰ πέσῃ εἰς τὰς χεῖρας τοῦ ἐχθροῦ καὶ ἀκολουθήσῃ τὸ ἐμπρόσθεν τῆς διερχόμενον δεμαλέον πλῆθος; [328, 1012, 588, 1155]
subhead: ΕΝ ΚΡΗΤΗ [598, 1601, 860, 1641]
column-4 [872, 320, 1202, 1048]
